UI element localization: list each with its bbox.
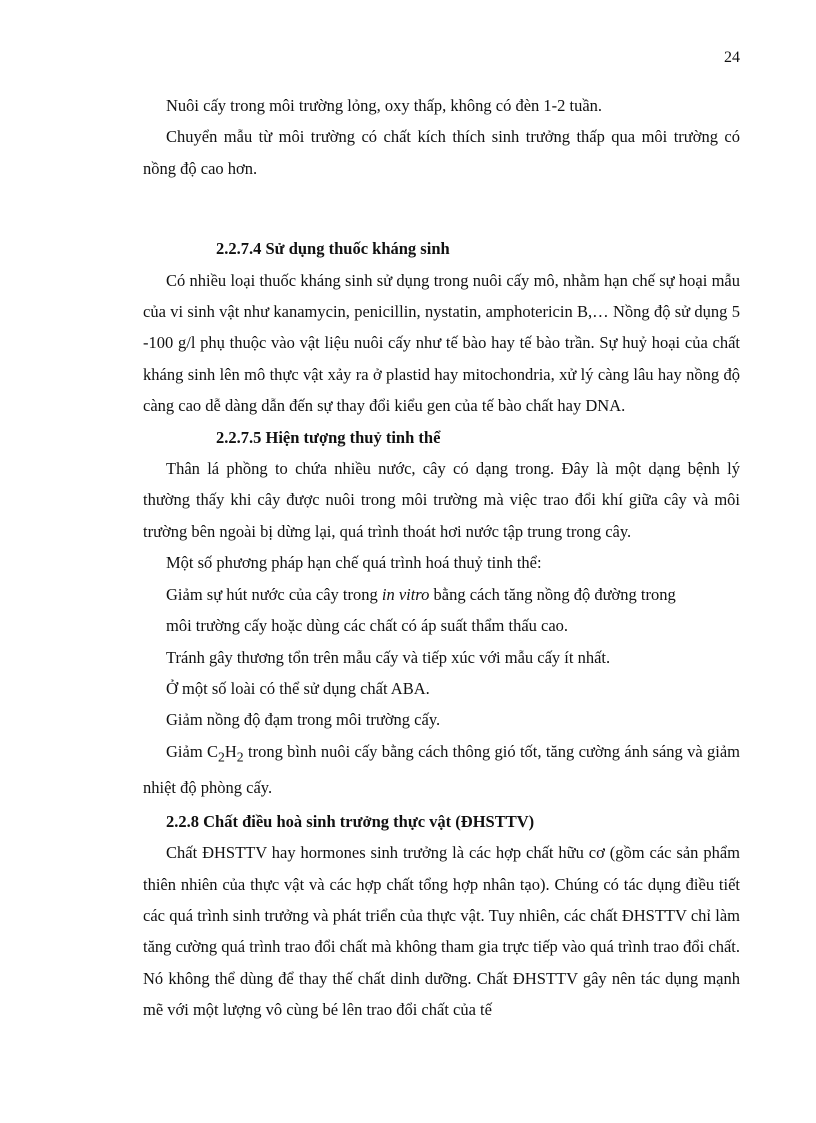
paragraph-reduce-c2h2 [143,736,740,804]
text-segment: H [224,741,237,761]
page-content [143,90,740,1026]
text-segment: trong bình nuôi cấy bằng cách thông gió tốt, tăng cường ánh sáng và giảm nhiệt độ phòng cấy. [143,741,740,798]
heading-antibiotics: 2.2.7.4 Sử dụng thuốc kháng sinh [216,239,450,259]
text-segment: Giảm sự hút nước của cây trong [166,584,382,604]
paragraph-antibiotics: Có nhiều loại thuốc kháng sinh sử dụng trong nuôi cấy mô, nhằm hạn chế sự hoại mẫu của vi sinh vật như kanamycin, penicillin, nystatin, amphotericin B,… Nồng độ sử dụng 5 -100 g/l phụ thuộc vào vật liệu nuôi cấy như tế bào hay tế bào trần. Sự huỷ hoại của chất kháng sinh lên mô thực vật xảy ra ở plastid hay mitochondria, xử lý càng lâu hay nồng độ càng cao dễ dàng dẫn đến sự thay đổi kiểu gen của tế bào chất hay DNA. [143,270,740,416]
paragraph-growth-regulators: Chất ĐHSTTV hay hormones sinh trưởng là các hợp chất hữu cơ (gồm các sản phẩm thiên nhiên của thực vật và các hợp chất tổng hợp nhân tạo). Chúng có tác dụng điều tiết các quá trình sinh trưởng và phát triển của thực vật. Tuy nhiên, các chất ĐHSTTV chỉ làm tăng cường quá trình trao đổi chất mà không tham gia trực tiếp vào quá trình trao đổi chất. Nó không thể dùng để thay thế chất dinh dưỡng. Chất ĐHSTTV gây nên tác dụng mạnh mẽ với một lượng vô cùng bé lên trao đổi chất của tế [143,843,740,1020]
text-segment: bằng cách tăng nồng độ đường trong [429,584,676,604]
text-segment: Giảm C [166,741,218,761]
paragraph-transfer-sample: Chuyển mẫu từ môi trường có chất kích thích sinh trưởng thấp qua môi trường có nồng độ cao hơn. [143,127,740,178]
page-number: 24 [724,49,740,66]
subscript: 2 [236,749,244,765]
in-vitro-term: in vitro [381,584,430,604]
paragraph-avoid-damage: Tránh gây thương tổn trên mẫu cấy và tiếp xúc với mẫu cấy ít nhất. [166,647,611,667]
paragraph-liquid-culture: Nuôi cấy trong môi trường lỏng, oxy thấp, không có đèn 1-2 tuần. [166,96,603,115]
paragraph-reduce-water-uptake-cont: môi trường cấy hoặc dùng các chất có áp suất thẩm thấu cao. [166,616,569,636]
paragraph-aba: Ở một số loài có thể sử dụng chất ABA. [166,678,430,698]
paragraph-reduce-water-uptake [143,579,740,610]
paragraph-methods-intro: Một số phương pháp hạn chế quá trình hoá thuỷ tinh thể: [166,553,542,573]
paragraph-reduce-nitrogen: Giảm nồng độ đạm trong môi trường cấy. [166,710,441,730]
paragraph-vitrification: Thân lá phồng to chứa nhiều nước, cây có dạng trong. Đây là một dạng bệnh lý thường thấy khi cây được nuôi trong môi trường mà việc trao đổi khí giữa cây và môi trường bên ngoài bị dừng lại, quá trình thoát hơi nước tập trung trong cây. [143,459,740,541]
heading-vitrification: 2.2.7.5 Hiện tượng thuỷ tinh thể [216,427,441,447]
heading-growth-regulators: 2.2.8 Chất điều hoà sinh trưởng thực vật (ĐHSTTV) [166,811,535,831]
subscript: 2 [218,749,225,765]
